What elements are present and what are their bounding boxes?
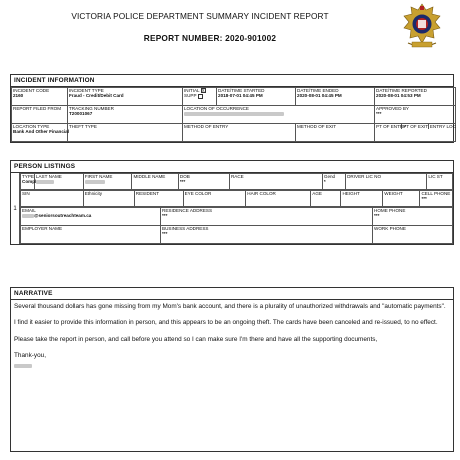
narrative-paragraph-2: I find it easier to provide this information in person, and this appears to be an ongoing theft. The cards have been canceled and re-issued, to no effect. (14, 319, 438, 327)
incident-code-value: 2160 (13, 93, 24, 99)
age-cell: AGE (311, 191, 341, 207)
residence-address-cell: RESIDENCE ADDRESS *** (161, 208, 373, 226)
approved-by-cell: APPROVED BY *** (375, 106, 456, 124)
person-table-row1 (20, 173, 453, 190)
location-occurrence-cell: LOCATION OF OCCURRENCE (183, 106, 375, 124)
work-phone-cell: WORK PHONE (373, 226, 453, 244)
person-table-row2 (20, 190, 453, 207)
residence-address-value: *** (162, 213, 168, 219)
narrative-section (10, 287, 454, 452)
initial-checkbox[interactable]: X (201, 88, 205, 94)
hair-color-cell: HAIR COLOR (246, 191, 311, 207)
narrative-closing: Thank-you, (14, 352, 46, 360)
entry-exit-points-cell (375, 124, 456, 142)
incident-information-section (10, 74, 454, 143)
resident-cell: RESIDENT (134, 191, 183, 207)
driver-lic-cell: DRIVER LIC NO (346, 174, 427, 190)
sin-cell: SIN (21, 191, 84, 207)
first-name-cell: FIRST NAME (83, 174, 132, 190)
gender-cell: Gend * (322, 174, 345, 190)
narrative-section-header: NARRATIVE (11, 288, 453, 300)
ethnicity-cell: Ethnicity (83, 191, 134, 207)
lic-st-cell: LIC ST (427, 174, 453, 190)
approved-by-value: *** (376, 111, 382, 117)
date-started-value: 2018-07-01 04:45 PM (218, 93, 263, 99)
tracking-number-cell: TRACKING NUMBER T20001067 (68, 106, 183, 124)
employer-cell: EMPLOYER NAME (21, 226, 161, 244)
date-started-cell: DATE/TIME STARTED 2018-07-01 04:45 PM (217, 88, 296, 106)
eye-color-cell: EYE COLOR (183, 191, 246, 207)
last-name-cell: LAST NAME (34, 174, 83, 190)
weight-cell: WEIGHT (383, 191, 420, 207)
email-cell: EMAIL @seniorsoutreachteam.ca (21, 208, 161, 226)
pt-exit-cell: PT OF EXIT (403, 124, 429, 129)
pt-entry-cell: PT OF ENTRY (376, 124, 407, 129)
home-phone-cell: HOME PHONE *** (373, 208, 453, 226)
redacted-email-user (22, 214, 34, 218)
incident-type-cell: INCIDENT TYPE Fraud - Credit/Debit Card (68, 88, 183, 106)
type-value: Compl (22, 179, 37, 185)
date-ended-cell: DATE/TIME ENDED 2020-08-01 04:45 PM (296, 88, 375, 106)
dob-cell: DOB *** (178, 174, 229, 190)
person-table-row3 (20, 207, 453, 244)
narrative-body (11, 300, 453, 373)
race-cell: RACE (229, 174, 322, 190)
police-badge-logo (402, 3, 442, 51)
supp-checkbox[interactable] (198, 94, 203, 99)
report-title: VICTORIA POLICE DEPARTMENT SUMMARY INCIDENT REPORT (71, 11, 329, 21)
incident-section-header: INCIDENT INFORMATION (11, 75, 453, 87)
redacted-first-name (85, 180, 105, 184)
home-phone-value: *** (374, 213, 380, 219)
date-reported-value: 2020-08-01 04:53 PM (376, 93, 421, 99)
dob-value: *** (179, 179, 186, 185)
report-filed-from-cell: REPORT FILED FROM (12, 106, 68, 124)
method-entry-cell: METHOD OF ENTRY (183, 124, 296, 142)
tracking-number-value: T20001067 (69, 111, 93, 117)
incident-table (11, 87, 456, 142)
business-address-cell: BUSINESS ADDRESS *** (161, 226, 373, 244)
location-type-value: Bank And Other Financial (13, 129, 69, 135)
theft-type-cell: THEFT TYPE (68, 124, 183, 142)
middle-name-cell: MIDDLE NAME (132, 174, 178, 190)
entry-loc-cell: ENTRY LOC (429, 124, 456, 129)
report-number: REPORT NUMBER: 2020-901002 (143, 33, 277, 43)
initial-supp-cell: INITIAL X SUPP (183, 88, 217, 106)
narrative-paragraph-3: Please take the report in person, and call before you attend so I can make sure I'm there and have all the supporting documents, (14, 335, 378, 343)
email-value: @seniorsoutreachteam.ca (34, 213, 92, 219)
redacted-last-name (36, 180, 54, 184)
redacted-signature (14, 364, 32, 368)
date-ended-value: 2020-08-01 04:45 PM (297, 93, 342, 99)
cell-phone-cell: CELL PHONE *** (420, 191, 453, 207)
incident-type-value: Fraud - Credit/Debit Card (69, 93, 124, 99)
person-listings-section (10, 160, 454, 245)
type-cell: TYPE Compl (21, 174, 35, 190)
incident-code-cell: INCIDENT CODE 2160 (12, 88, 68, 106)
height-cell: HEIGHT (341, 191, 383, 207)
method-exit-cell: METHOD OF EXIT (296, 124, 375, 142)
person-row-number: 1 (11, 173, 20, 244)
location-type-cell: LOCATION TYPE Bank And Other Financial (12, 124, 68, 142)
redacted-location (184, 112, 284, 116)
date-reported-cell: DATE/TIME REPORTED 2020-08-01 04:53 PM (375, 88, 456, 106)
gender-value: * (323, 179, 326, 185)
narrative-paragraph-1: Several thousand dollars has gone missing from my Mom's bank account, and there is a plurality of unauthorized withdrawals and "automatic payments". (14, 303, 446, 310)
business-address-value: *** (162, 231, 168, 237)
cell-phone-value: *** (421, 196, 427, 202)
person-section-header: PERSON LISTINGS (11, 161, 453, 173)
